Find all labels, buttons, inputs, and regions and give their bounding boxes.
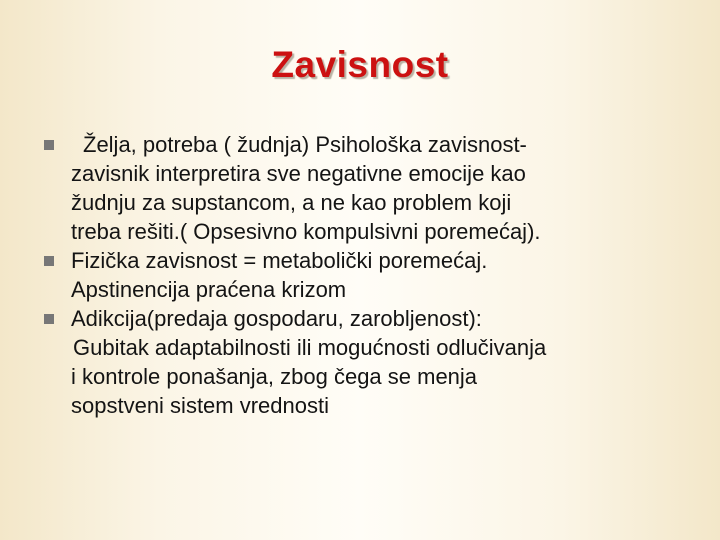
square-bullet-icon: [44, 140, 54, 150]
bullet-2-line-1: Fizička zavisnost = metabolički poremećaj.: [71, 248, 488, 273]
bullet-2-line-2: Apstinencija praćena krizom: [71, 277, 347, 302]
bullet-3-line-3: i kontrole ponašanja, zbog čega se menja: [71, 364, 478, 389]
bullet-3-line-1: Adikcija(predaja gospodaru, zarobljenost):: [71, 306, 482, 331]
square-bullet-icon: [44, 256, 54, 266]
bullet-item-2: [40, 246, 700, 304]
bullet-1-line-1: Želja, potreba ( žudnja) Psihološka zavisnost-: [83, 132, 527, 157]
bullet-1-line-2: zavisnik interpretira sve negativne emocije kao: [71, 161, 526, 186]
bullet-item-3: [40, 304, 700, 420]
bullet-1-line-4: treba rešiti.( Opsesivno kompulsivni poremećaj).: [71, 219, 541, 244]
square-bullet-icon: [44, 314, 54, 324]
bullet-1-line-3: žudnju za supstancom, a ne kao problem koji: [71, 190, 512, 215]
bullet-3-line-4: sopstveni sistem vrednosti: [71, 393, 329, 418]
bullet-list: [40, 130, 700, 420]
bullet-item-1: [40, 130, 700, 246]
slide-title: Zavisnost: [271, 44, 449, 85]
bullet-3-line-2: Gubitak adaptabilnosti ili mogućnosti odlučivanja: [73, 335, 547, 360]
